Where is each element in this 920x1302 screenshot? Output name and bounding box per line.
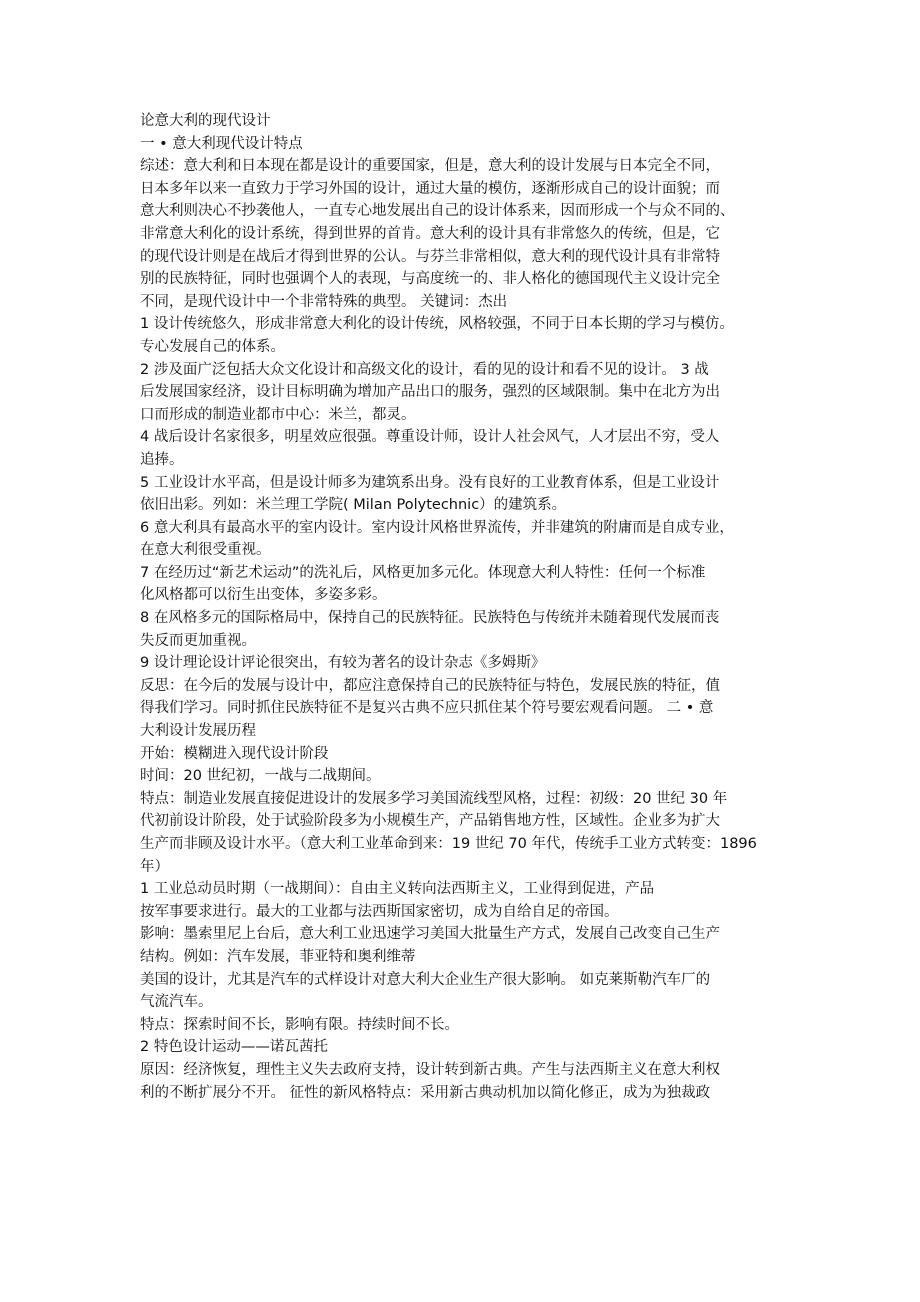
text-line: 意大利则决心不抄袭他人，一直专心地发展出自己的设计体系来，因而形成一个与众不同的、 bbox=[140, 203, 735, 220]
text-line: 原因：经济恢复，理性主义失去政府支持，设计转到新古典。产生与法西斯主义在意大利权 bbox=[140, 1061, 720, 1078]
text-line: 别的民族特征，同时也强调个人的表现，与高度统一的、非人格化的德国现代主义设计完全 bbox=[140, 271, 720, 288]
text-line: 2 涉及面广泛包括大众文化设计和高级文化的设计，看的见的设计和看不见的设计。 3 战 bbox=[140, 361, 709, 378]
text-line: 4 战后设计名家很多，明星效应很强。尊重设计师，设计人社会风气，人才层出不穷，受人 bbox=[140, 429, 720, 446]
text-line: 化风格都可以衍生出变体，多姿多彩。 bbox=[140, 587, 387, 604]
text-line: 的现代设计则是在战后才得到世界的公认。与芬兰非常相似，意大利的现代设计具有非常特 bbox=[140, 248, 720, 265]
text-line: 影响：墨索里尼上台后，意大利工业迅速学习美国大批量生产方式，发展自己改变自己生产 bbox=[140, 926, 720, 943]
text-line: 5 工业设计水平高，但是设计师多为建筑系出身。没有良好的工业教育体系，但是工业设计 bbox=[140, 474, 720, 491]
text-line: 1 工业总动员时期（一战期间）：自由主义转向法西斯主义，工业得到促进，产品 bbox=[140, 881, 655, 898]
text-line: 2 特色设计运动——诺瓦茜托 bbox=[140, 1039, 328, 1056]
text-line: 生产而非顾及设计水平。（意大利工业革命到来：19 世纪 70 年代，传统手工业方式转变：1896 bbox=[140, 836, 757, 852]
text-line: 口而形成的制造业都市中心：米兰，都灵。 bbox=[140, 406, 416, 423]
text-line: 日本多年以来一直致力于学习外国的设计，通过大量的模仿，逐渐形成自己的设计面貌；而 bbox=[140, 180, 720, 197]
text-line: 反思：在今后的发展与设计中，都应注意保持自己的民族特征与特色，发展民族的特征，值 bbox=[140, 677, 720, 694]
text-line: 依旧出彩。列如：米兰理工学院( Milan Polytechnic）的建筑系。 bbox=[140, 497, 567, 514]
text-line: 不同，是现代设计中一个非常特殊的典型。 关键词：杰出 bbox=[140, 293, 508, 310]
text-line: 气流汽车。 bbox=[140, 994, 213, 1011]
text-line: 特点：探索时间不长，影响有限。持续时间不长。 bbox=[140, 1016, 459, 1033]
text-line: 在意大利很受重视。 bbox=[140, 542, 271, 559]
text-line: 得我们学习。同时抓住民族特征不是复兴古典不应只抓住某个符号要宏观看问题。 二 • 意 bbox=[140, 700, 714, 717]
text-line: 特点：制造业发展直接促进设计的发展多学习美国流线型风格，过程：初级：20 世纪 30 年 bbox=[140, 790, 728, 807]
text-line: 时间：20 世纪初，一战与二战期间。 bbox=[140, 768, 381, 785]
text-line: 开始：模糊进入现代设计阶段 bbox=[140, 745, 329, 762]
text-line: 专心发展自己的体系。 bbox=[140, 338, 285, 355]
text-line: 6 意大利具有最高水平的室内设计。室内设计风格世界流传，并非建筑的附庸而是自成专业， bbox=[140, 519, 734, 536]
text-line: 失反而更加重视。 bbox=[140, 632, 256, 649]
text-line: 大利设计发展历程 bbox=[140, 723, 256, 740]
document-title: 论意大利的现代设计 bbox=[140, 113, 271, 129]
text-line: 追捧。 bbox=[140, 451, 184, 468]
text-line: 非常意大利化的设计系统，得到世界的首肯。意大利的设计具有非常悠久的传统，但是，它 bbox=[140, 225, 720, 242]
text-line: 7 在经历过“新艺术运动”的洗礼后，风格更加多元化。体现意大利人特性：任何一个标准 bbox=[140, 564, 706, 581]
text-line: 按军事要求进行。最大的工业都与法西斯国家密切，成为自给自足的帝国。 bbox=[140, 903, 619, 920]
text-line: 结构。例如：汽车发展，菲亚特和奥利维蒂 bbox=[140, 948, 416, 965]
text-line: 后发展国家经济，设计目标明确为增加产品出口的服务，强烈的区域限制。集中在北方为出 bbox=[140, 384, 720, 401]
text-line: 代初前设计阶段，处于试验阶段多为小规模生产，产品销售地方性，区域性。企业多为扩大 bbox=[140, 813, 720, 830]
text-line: 美国的设计，尤其是汽车的式样设计对意大利大企业生产很大影响。 如克莱斯勒汽车厂的 bbox=[140, 971, 711, 988]
text-line: 年） bbox=[140, 858, 169, 875]
text-line: 9 设计理论设计评论很突出，有较为著名的设计杂志《多姆斯》 bbox=[140, 655, 546, 672]
text-line: 8 在风格多元的国际格局中，保持自己的民族特征。民族特色与传统并未随着现代发展而丧 bbox=[140, 610, 720, 627]
text-line: 利的不断扩展分不开。 征性的新风格特点：采用新古典动机加以简化修正，成为为独裁政 bbox=[140, 1084, 711, 1101]
document-page bbox=[140, 110, 785, 1104]
text-line: 综述：意大利和日本现在都是设计的重要国家，但是，意大利的设计发展与日本完全不同， bbox=[140, 158, 720, 175]
text-line: 1 设计传统悠久，形成非常意大利化的设计传统，风格较强，不同于日本长期的学习与模仿。 bbox=[140, 316, 734, 333]
text-line: 一 • 意大利现代设计特点 bbox=[140, 135, 303, 152]
